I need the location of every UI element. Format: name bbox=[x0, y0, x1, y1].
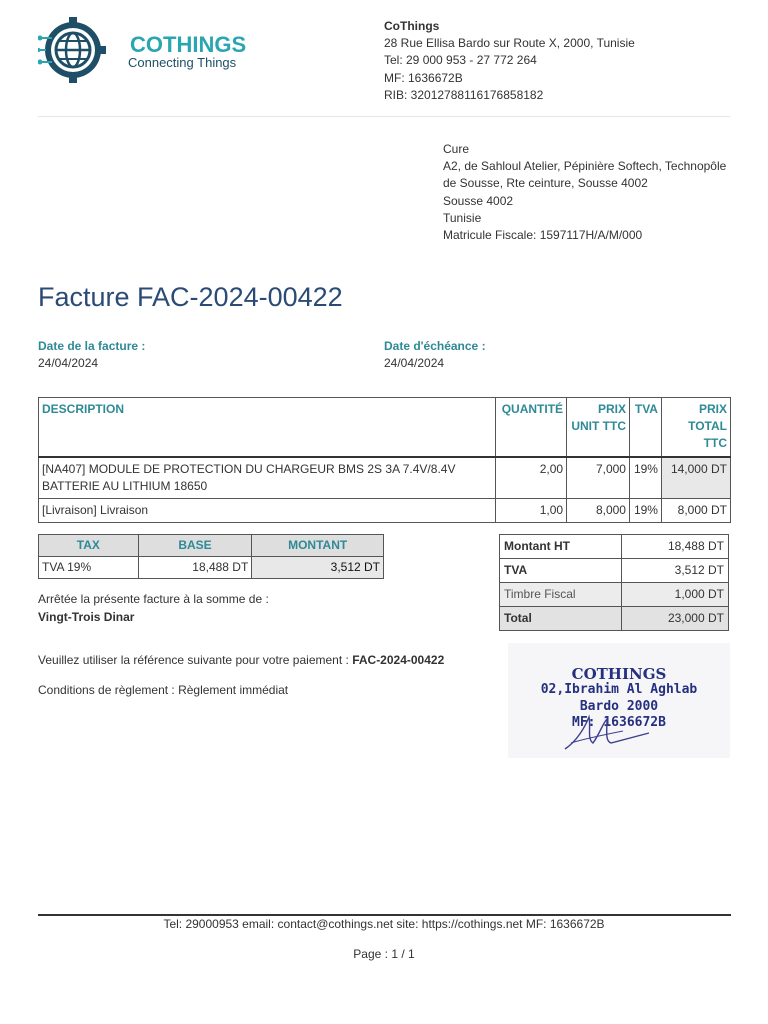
company-stamp bbox=[508, 643, 730, 758]
company-phone: Tel: 29 000 953 - 27 772 264 bbox=[384, 53, 537, 68]
payment-conditions: Conditions de règlement : Règlement immédiat bbox=[38, 683, 289, 697]
company-address: 28 Rue Ellisa Bardo sur Route X, 2000, Tunisie bbox=[384, 36, 635, 51]
logo-tagline-text: Connecting Things bbox=[128, 55, 237, 70]
line-description: [NA407] MODULE DE PROTECTION DU CHARGEUR BMS 2S 3A 7.4V/8.4V BATTERIE AU LITHIUM 18650 bbox=[39, 457, 496, 499]
due-date-label: Date d'échéance : bbox=[384, 339, 486, 353]
column-header-unit-price: PRIX UNIT TTC bbox=[567, 398, 630, 457]
client-name: Cure bbox=[443, 142, 470, 156]
payment-reference bbox=[38, 653, 444, 667]
tax-summary-table bbox=[38, 534, 384, 579]
stamp-mf: MF: 1636672B bbox=[572, 715, 666, 730]
amount-words-value: Vingt-Trois Dinar bbox=[38, 610, 135, 624]
column-header-tax: TVA bbox=[629, 398, 661, 457]
stamp-address: 02,Ibrahim Al Aghlab bbox=[540, 682, 698, 697]
invoice-title: Facture FAC-2024-00422 bbox=[38, 282, 343, 312]
fiscal-stamp-row bbox=[500, 583, 729, 607]
table-row bbox=[39, 498, 731, 522]
client-country: Tunisie bbox=[443, 210, 482, 225]
subtotal-row bbox=[500, 535, 729, 559]
company-rib: RIB: 32012788116176858182 bbox=[384, 87, 544, 102]
totals-table bbox=[499, 534, 729, 631]
company-name: CoThings bbox=[384, 19, 440, 33]
company-mf: MF: 1636672B bbox=[384, 70, 463, 85]
client-city: Sousse 4002 bbox=[443, 193, 514, 208]
footer-contact: Tel: 29000953 email: contact@cothings.net site: https://cothings.net MF: 1636672B bbox=[163, 917, 605, 931]
footer-divider bbox=[38, 914, 731, 916]
line-unit-price: 8,000 bbox=[567, 498, 630, 522]
invoice-date-value: 24/04/2024 bbox=[38, 355, 99, 370]
signature-icon bbox=[563, 713, 653, 753]
payment-reference-value: FAC-2024-00422 bbox=[352, 653, 445, 667]
amount-words-intro: Arrêtée la présente facture à la somme de : bbox=[38, 592, 269, 606]
tax-name: TVA 19% bbox=[39, 557, 139, 579]
amount-column-header: MONTANT bbox=[252, 535, 384, 557]
tva-row bbox=[500, 559, 729, 583]
tva-value: 3,512 DT bbox=[622, 559, 729, 583]
globe-gear-icon bbox=[38, 17, 106, 83]
client-tax-id: Matricule Fiscale: 1597117H/A/M/000 bbox=[443, 228, 643, 243]
client-address-line-2: de Sousse, Rte ceinture, Sousse 4002 bbox=[443, 176, 648, 191]
invoice-lines-table bbox=[38, 397, 731, 523]
due-date-block bbox=[384, 338, 486, 371]
line-tax: 19% bbox=[629, 498, 661, 522]
tax-amount: 3,512 DT bbox=[252, 557, 384, 579]
line-description: [Livraison] Livraison bbox=[39, 498, 496, 522]
column-header-description: DESCRIPTION bbox=[39, 398, 496, 457]
tax-header-row bbox=[39, 535, 384, 557]
total-row bbox=[500, 607, 729, 631]
subtotal-value: 18,488 DT bbox=[622, 535, 729, 559]
line-total: 14,000 DT bbox=[661, 457, 730, 499]
stamp-city: Bardo 2000 bbox=[579, 699, 659, 714]
fiscal-stamp-value: 1,000 DT bbox=[622, 583, 729, 607]
tax-base: 18,488 DT bbox=[138, 557, 252, 579]
total-value: 23,000 DT bbox=[622, 607, 729, 631]
line-quantity: 2,00 bbox=[496, 457, 567, 499]
client-info bbox=[443, 141, 733, 244]
header-divider bbox=[38, 116, 730, 117]
tva-label: TVA bbox=[500, 559, 622, 583]
subtotal-label: Montant HT bbox=[500, 535, 622, 559]
table-row bbox=[39, 457, 731, 499]
table-row bbox=[39, 557, 384, 579]
payment-reference-text: Veuillez utiliser la référence suivante pour votre paiement : bbox=[38, 653, 349, 667]
tax-column-header: TAX bbox=[39, 535, 139, 557]
line-total: 8,000 DT bbox=[661, 498, 730, 522]
company-logo bbox=[38, 16, 253, 84]
line-unit-price: 7,000 bbox=[567, 457, 630, 499]
logo-brand-text: COTHINGS bbox=[130, 32, 247, 57]
line-tax: 19% bbox=[629, 457, 661, 499]
invoice-date-label: Date de la facture : bbox=[38, 339, 146, 353]
fiscal-stamp-label: Timbre Fiscal bbox=[500, 583, 622, 607]
due-date-value: 24/04/2024 bbox=[384, 355, 445, 370]
amount-in-words bbox=[38, 590, 269, 626]
client-address-line-1: A2, de Sahloul Atelier, Pépinière Softech, Technopôle bbox=[443, 159, 727, 174]
column-header-quantity: QUANTITÉ bbox=[496, 398, 567, 457]
table-header-row bbox=[39, 398, 731, 457]
page-number: Page : 1 / 1 bbox=[353, 947, 415, 961]
column-header-total: PRIX TOTAL TTC bbox=[661, 398, 730, 457]
stamp-company-name: COTHINGS bbox=[571, 665, 667, 683]
line-quantity: 1,00 bbox=[496, 498, 567, 522]
invoice-date-block bbox=[38, 338, 145, 371]
company-info bbox=[384, 18, 635, 104]
total-label: Total bbox=[500, 607, 622, 631]
base-column-header: BASE bbox=[138, 535, 252, 557]
